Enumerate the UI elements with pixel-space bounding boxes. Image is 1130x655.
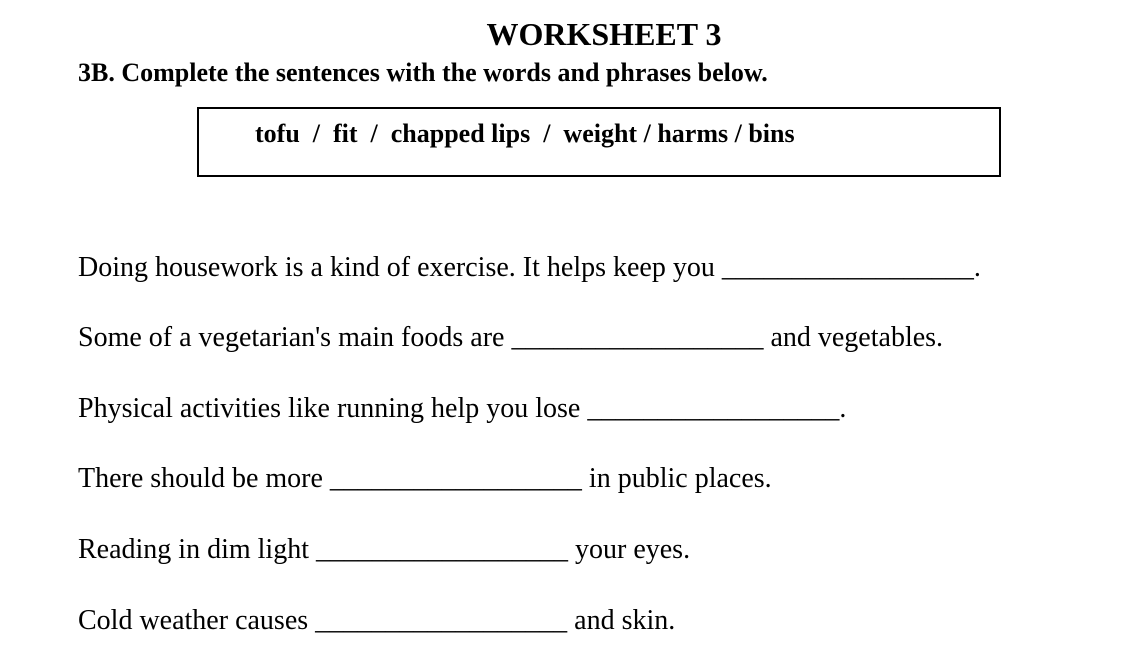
sentence-text: Physical activities like running help you lose: [78, 393, 588, 424]
sentence-text: your eyes.: [568, 534, 691, 565]
answer-blank: __________________: [587, 393, 840, 424]
sentence-text: .: [973, 252, 981, 283]
sentence-text: and skin.: [567, 605, 676, 636]
answer-blank: __________________: [721, 252, 974, 283]
sentence-text: and vegetables.: [763, 322, 944, 353]
sentence-text: .: [839, 393, 847, 424]
answer-blank: __________________: [329, 463, 582, 494]
answer-blank: __________________: [315, 605, 568, 636]
word-bank-box: [197, 107, 1001, 177]
sentence-text: There should be more: [78, 463, 330, 494]
sentence-6: [78, 603, 675, 639]
sentence-3: [78, 391, 846, 427]
answer-blank: __________________: [316, 534, 568, 565]
sentence-1: [78, 250, 981, 286]
sentence-text: Cold weather causes: [78, 605, 316, 636]
sentence-text: Some of a vegetarian's main foods are: [78, 322, 512, 353]
sentence-2: [78, 320, 943, 356]
exercise-instruction: 3B. Complete the sentences with the words and phrases below.: [78, 58, 768, 87]
sentence-4: [78, 461, 772, 497]
worksheet-title: WORKSHEET 3: [486, 16, 722, 52]
sentence-text: Reading in dim light: [78, 534, 316, 565]
sentence-text: Doing housework is a kind of exercise. It helps keep you: [78, 252, 722, 283]
sentence-5: [78, 532, 690, 568]
sentence-text: in public places.: [581, 463, 772, 494]
word-bank-text: tofu / fit / chapped lips / weight / harms / bins: [255, 119, 795, 148]
answer-blank: __________________: [511, 322, 764, 353]
